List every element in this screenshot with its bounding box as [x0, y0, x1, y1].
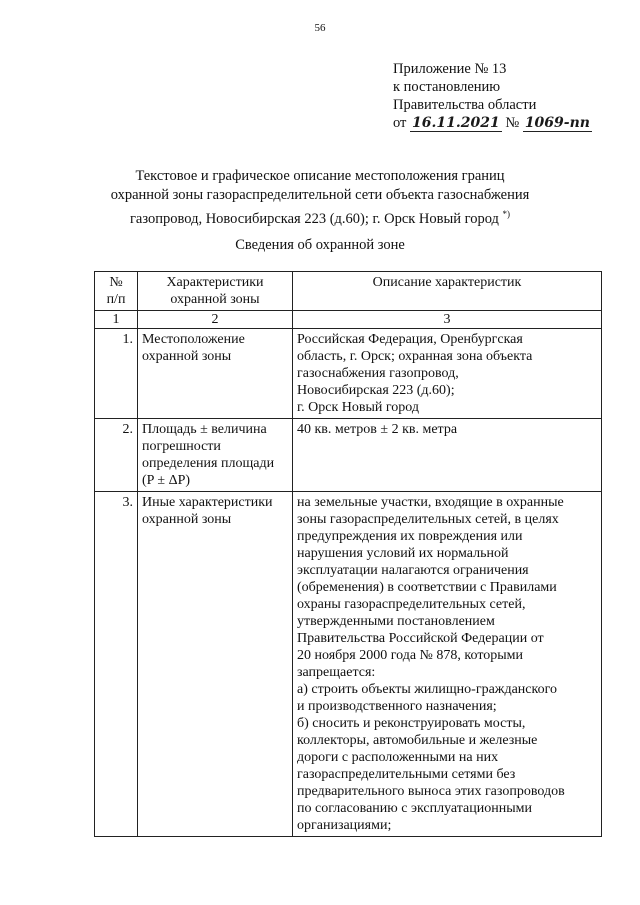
row-description [293, 329, 602, 419]
header-characteristic [138, 272, 293, 311]
handwritten-number: 1069-пп [524, 115, 590, 131]
row-characteristic [138, 492, 293, 837]
row-characteristic [138, 419, 293, 492]
appendix-line: к постановлению [393, 79, 501, 95]
description-line: нарушения условий их нормальной [297, 546, 509, 561]
date-prefix: от [393, 115, 407, 131]
appendix-block [393, 60, 592, 132]
column-number: 1 [95, 311, 138, 329]
column-number: 2 [138, 311, 293, 329]
characteristic-line: погрешности [142, 439, 221, 454]
column-number-row [95, 311, 602, 329]
characteristic-line: Площадь ± величина [142, 422, 267, 437]
description-line: Новосибирская 223 (д.60); [297, 383, 455, 398]
header-text: № [109, 275, 123, 290]
table-row [95, 419, 602, 492]
row-number: 3. [95, 492, 138, 837]
number-prefix: № [505, 115, 520, 131]
table-header-row [95, 272, 602, 311]
header-description: Описание характеристик [293, 272, 602, 311]
description-line: и производственного назначения; [297, 699, 497, 714]
table-row [95, 329, 602, 419]
description-line: предварительного выноса этих газопроводов [297, 784, 565, 799]
characteristic-line: (P ± ΔP) [142, 473, 191, 488]
description-line: 20 ноября 2000 года № 878, которыми [297, 648, 524, 663]
description-line: а) строить объекты жилищно-гражданского [297, 682, 557, 697]
description-line: дороги с расположенными на них [297, 750, 499, 765]
row-description [293, 492, 602, 837]
row-number: 2. [95, 419, 138, 492]
description-line: коллекторы, автомобильные и железные [297, 733, 538, 748]
description-line: по согласованию с эксплуатационными [297, 801, 532, 816]
description-line: эксплуатации налагаются ограничения [297, 563, 529, 578]
description-line: организациями; [297, 818, 392, 833]
title-line: охранной зоны газораспределительной сети объекта газоснабжения [110, 187, 530, 203]
column-number: 3 [293, 311, 602, 329]
handwritten-date: 16.11.2021 [412, 115, 500, 131]
header-number [95, 272, 138, 311]
row-characteristic [138, 329, 293, 419]
description-line: охраны газораспределительных сетей, [297, 597, 526, 612]
appendix-line: Приложение № 13 [393, 61, 507, 77]
zone-table [94, 271, 602, 837]
description-line: газораспределительными сетями без [297, 767, 516, 782]
description-line: Российская Федерация, Оренбургская [297, 332, 523, 347]
description-line: на земельные участки, входящие в охранные [297, 495, 564, 510]
table-row [95, 492, 602, 837]
description-line: запрещается: [297, 665, 376, 680]
row-number: 1. [95, 329, 138, 419]
description-line: область, г. Орск; охранная зона объекта [297, 349, 533, 364]
header-text: охранной зоны [170, 292, 260, 307]
header-text: Характеристики [166, 275, 264, 290]
title-line [70, 205, 570, 229]
footnote-mark: *) [502, 209, 511, 219]
characteristic-line: Иные характеристики [142, 495, 273, 510]
description-line: Правительства Российской Федерации от [297, 631, 544, 646]
description-line: предупреждения их повреждения или [297, 529, 523, 544]
description-line: (обременения) в соответствии с Правилами [297, 580, 557, 595]
description-line: зоны газораспределительных сетей, в целях [297, 512, 559, 527]
description-line: г. Орск Новый город [297, 400, 420, 415]
appendix-line: Правительства области [393, 97, 537, 113]
row-description [293, 419, 602, 492]
description-line: газоснабжения газопровод, [297, 366, 459, 381]
header-text: п/п [106, 292, 126, 307]
appendix-date-line [393, 114, 592, 132]
title-line: Текстовое и графическое описание местоположения границ [135, 168, 505, 184]
page-number: 56 [314, 22, 326, 34]
description-line: б) сносить и реконструировать мосты, [297, 716, 526, 731]
characteristic-line: Местоположение [142, 332, 245, 347]
characteristic-line: охранной зоны [142, 512, 232, 527]
description-line: 40 кв. метров ± 2 кв. метра [297, 422, 458, 437]
characteristic-line: определения площади [142, 456, 275, 471]
document-title [70, 167, 570, 229]
characteristic-line: охранной зоны [142, 349, 232, 364]
section-title: Сведения об охранной зоне [235, 237, 405, 253]
description-line: утвержденными постановлением [297, 614, 495, 629]
title-line-text: газопровод, Новосибирская 223 (д.60); г. Орск Новый город [129, 210, 499, 227]
